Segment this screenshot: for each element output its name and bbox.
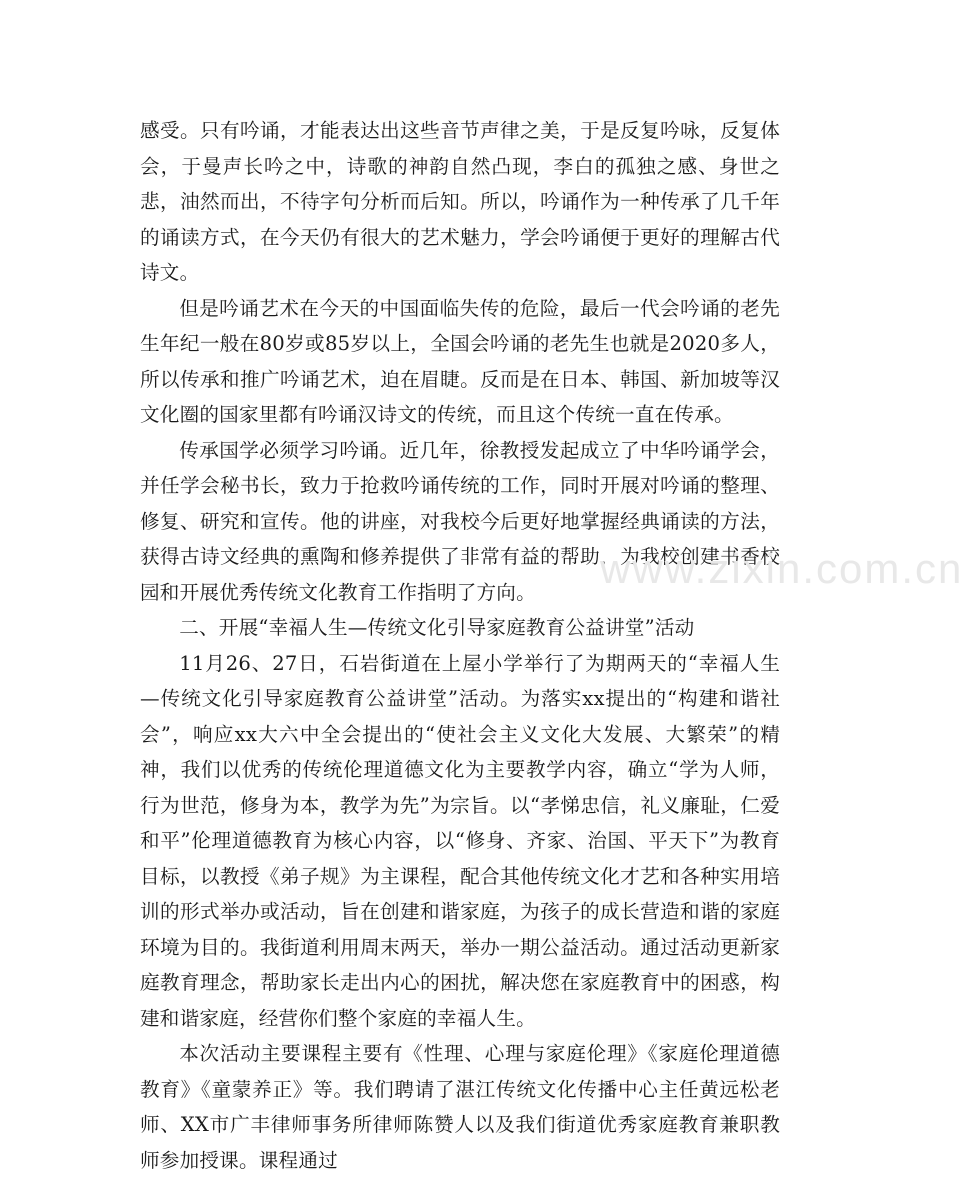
section-heading-lecture-event: 二、开展“幸福人生—传统文化引导家庭教育公益讲堂”活动 (179, 616, 695, 639)
paragraph-recitation-heritage: 传承国学必须学习吟诵。近几年，徐教授发起成立了中华吟诵学会，并任学会秘书长，致力于抢救吟诵传统的工作，同时开展对吟诵的整理、修复、研究和宣传。他的讲座，对我校今后更好地掌握经典诵读的方法，获得古诗文经典的熏陶和修养提供了非常有益的帮助，为我校创建书香校园和开展优秀传统文化教育工作指明了方向。 (140, 438, 780, 604)
watermark: www.zixin.com.cn (600, 545, 963, 592)
paragraph-recitation-crisis: 但是吟诵艺术在今天的中国面临失传的危险，最后一代会吟诵的老先生年纪一般在80岁或85岁以上，全国会吟诵的老先生也就是2020多人，所以传承和推广吟诵艺术，迫在眉睫。反而是在日本、韩国、新加坡等汉文化圈的国家里都有吟诵汉诗文的传统，而且这个传统一直在传承。 (140, 296, 780, 426)
paragraph-recitation-beauty: 感受。只有吟诵，才能表达出这些音节声律之美，于是反复吟咏，反复体会，于曼声长吟之中，诗歌的神韵自然凸现，李白的孤独之感、身世之悲，油然而出，不待字句分析而后知。所以，吟诵作为一种传承了几千年的诵读方式，在今天仍有很大的艺术魅力，学会吟诵便于更好的理解古代诗文。 (140, 119, 780, 284)
document-body (140, 113, 780, 1178)
paragraph-course-content: 本次活动主要课程主要有《性理、心理与家庭伦理》《家庭伦理道德教育》《童蒙养正》等。我们聘请了湛江传统文化传播中心主任黄远松老师、XX市广丰律师事务所律师陈赞人以及我们街道优秀家庭教育兼职教师参加授课。课程通过 (140, 1042, 780, 1172)
paragraph-lecture-details: 11月26、27日，石岩街道在上屋小学举行了为期两天的“幸福人生—传统文化引导家庭教育公益讲堂”活动。为落实xx提出的“构建和谐社会”，响应xx大六中全会提出的“使社会主义文化大发展、大繁荣”的精神，我们以优秀的传统伦理道德文化为主要教学内容，确立“学为人师，行为世范，修身为本，教学为先”为宗旨。以“孝悌忠信，礼义廉耻，仁爱和平”伦理道德教育为核心内容，以“修身、齐家、治国、平天下”为教育目标，以教授《弟子规》为主课程，配合其他传统文化才艺和各种实用培训的形式举办或活动，旨在创建和谐家庭，为孩子的成长营造和谐的家庭环境为目的。我街道利用周末两天，举办一期公益活动。通过活动更新家庭教育理念，帮助家长走出内心的困扰，解决您在家庭教育中的困惑，构建和谐家庭，经营你们整个家庭的幸福人生。 (140, 651, 780, 1030)
